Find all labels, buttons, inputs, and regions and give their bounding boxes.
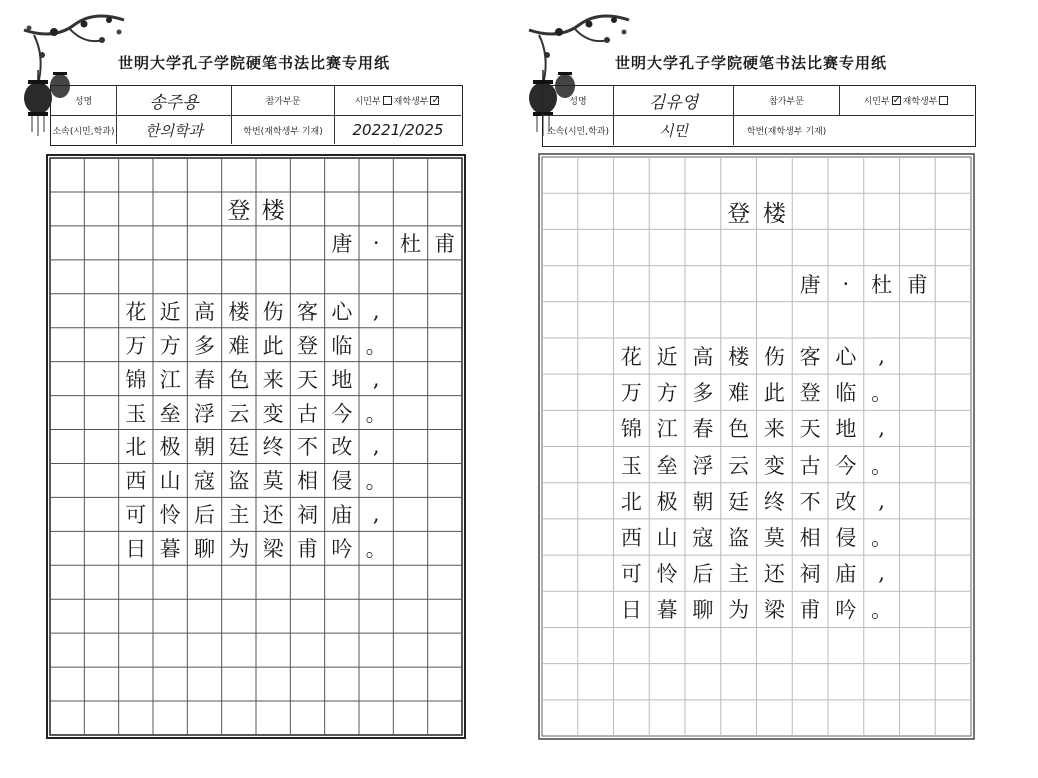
poem-char: 盗 [728,525,750,550]
poem-char: 江 [159,367,181,392]
poem-punctuation: , [878,344,885,369]
poem-punctuation: 。 [365,401,387,426]
poem-char: 怜 [656,562,678,587]
poem-char: 终 [763,489,785,514]
student-option-label: 재학생부 [393,97,429,107]
poem-char: 寇 [193,469,215,494]
poem-char: 今 [331,401,353,426]
poem-char: 为 [728,598,750,623]
department-value: 시민 [659,122,688,140]
name-label: 성명 [569,97,587,107]
poem-char: 庙 [835,562,857,587]
poem-char: 地 [331,367,353,392]
poem-char: 难 [228,333,250,358]
poem-punctuation: 。 [871,525,893,550]
poem-char: 临 [331,333,353,358]
poem-title-char: 登 [727,200,751,227]
poem-char: 暮 [159,537,181,562]
poem-char: 盗 [228,469,250,494]
poem-char: 山 [656,525,678,550]
poem-char: 万 [125,333,147,358]
poem-char: 不 [799,489,821,514]
poem-char: 变 [763,453,785,478]
poem-punctuation: , [878,561,885,586]
poem-char: 近 [656,345,678,370]
poem-char: 后 [692,562,714,587]
poem-char: 方 [159,333,181,358]
poem-char: 梁 [763,598,785,623]
student-id-label: 학번(재학생부 기재) [243,126,323,137]
poem-char: 聊 [193,537,215,562]
student-option-label: 재학생부 [902,97,938,107]
poem-char: 暮 [656,598,678,623]
poem-char: 可 [620,562,642,587]
poem-char: 楼 [728,345,750,370]
name-value: 김유영 [648,93,699,113]
poem-char: 侵 [835,525,857,550]
poem-char: 此 [262,333,284,358]
poem-char: 客 [296,299,318,324]
poem-punctuation: 。 [871,453,893,478]
poem-punctuation: , [372,366,380,391]
poem-char: 春 [692,417,714,442]
poem-char: 祠 [799,562,821,587]
poem-char: 登 [799,381,821,406]
poem-char: 聊 [692,598,714,623]
poem-char: 北 [125,435,147,460]
poem-char: 浮 [193,401,215,426]
department-label: 소속(시민,학과) [52,126,115,137]
poem-char: 浮 [692,453,714,478]
poem-char: 吟 [835,598,857,623]
poem-char: 甫 [799,598,821,623]
poem-char: 为 [228,537,250,562]
poem-char: 还 [763,562,785,587]
poem-char: 地 [835,417,857,442]
poem-char: 侵 [331,469,353,494]
poem-char: 改 [331,435,353,460]
writing-grid [538,153,975,740]
poem-char: 江 [656,417,678,442]
student-id-label: 학번(재학생부 기재) [746,127,827,137]
poem-char: 垒 [656,453,678,478]
poem-title-char: 楼 [261,198,285,225]
poem-char: 玉 [125,401,147,426]
poem-char: 相 [799,525,821,550]
poem-char: 日 [620,598,642,623]
poem-char: 伤 [262,299,284,324]
grid-characters [46,154,466,739]
poem-author-char: 唐 [799,272,821,297]
poem-char: 古 [799,453,821,478]
category-label: 참가부문 [265,97,301,107]
poem-char: 朝 [193,435,215,460]
poem-char: 此 [763,381,785,406]
writing-grid [46,154,466,739]
poem-punctuation: 。 [871,598,893,623]
poem-char: 可 [125,503,147,528]
poem-char: 还 [262,503,284,528]
poem-author-char: · [372,230,380,255]
department-label: 소속(시민,학과) [546,127,610,137]
sheet-title: 世明大学孔子学院硬笔书法比赛专用纸 [615,54,888,72]
student-checkbox [939,96,948,105]
poem-char: 来 [763,417,785,442]
poem-punctuation: , [372,502,380,527]
poem-char: 高 [193,299,215,324]
category-options [335,86,461,115]
poem-punctuation: 。 [871,381,893,406]
poem-punctuation: , [878,488,885,513]
poem-char: 山 [159,469,181,494]
poem-char: 多 [692,381,714,406]
name-value: 송주용 [149,93,199,113]
sheet-title: 世明大学孔子学院硬笔书法比赛专用纸 [118,54,391,72]
poem-char: 万 [620,381,642,406]
poem-char: 锦 [125,367,147,392]
applicant-info-table [50,85,463,146]
poem-title-char: 楼 [762,200,786,227]
poem-char: 古 [296,401,318,426]
poem-char: 甫 [296,537,318,562]
poem-char: 伤 [763,345,785,370]
poem-char: 怜 [159,503,181,528]
citizen-checkbox: ✓ [892,95,902,106]
poem-char: 朝 [692,489,714,514]
poem-title-char: 登 [227,198,251,225]
poem-char: 西 [620,525,642,550]
poem-char: 方 [656,381,678,406]
citizen-option-label: 시민부 [863,97,890,107]
poem-char: 不 [296,435,318,460]
citizen-checkbox [383,96,392,105]
poem-char: 极 [159,435,181,460]
entry-sheet-right [519,0,1038,778]
poem-char: 云 [228,401,250,426]
poem-char: 莫 [262,469,284,494]
poem-author-char: 杜 [871,272,893,297]
poem-char: 花 [620,345,642,370]
poem-char: 廷 [228,435,250,460]
poem-char: 高 [692,345,714,370]
poem-char: 西 [125,469,147,494]
poem-char: 花 [125,299,147,324]
poem-char: 登 [296,333,318,358]
poem-char: 天 [799,417,821,442]
poem-char: 近 [159,299,181,324]
poem-char: 变 [262,401,284,426]
poem-char: 日 [125,537,147,562]
poem-char: 多 [193,333,215,358]
poem-char: 难 [728,381,750,406]
poem-char: 终 [262,435,284,460]
poem-char: 莫 [763,525,785,550]
poem-char: 北 [620,489,642,514]
poem-char: 吟 [331,537,353,562]
poem-punctuation: 。 [365,469,387,494]
poem-char: 极 [656,489,678,514]
poem-char: 春 [193,367,215,392]
student-checkbox: ✓ [431,95,440,106]
student-id-value [840,116,974,145]
poem-char: 主 [728,562,750,587]
grid-characters [538,153,975,740]
poem-char: 云 [728,453,750,478]
poem-author-char: 杜 [399,231,421,256]
poem-author-char: · [842,271,850,296]
poem-punctuation: , [372,298,380,323]
category-options [840,86,974,115]
citizen-option-label: 시민부 [354,97,381,107]
poem-char: 楼 [228,299,250,324]
department-value: 한의학과 [145,121,203,140]
poem-char: 祠 [296,503,318,528]
poem-char: 改 [835,489,857,514]
poem-char: 后 [193,503,215,528]
poem-char: 相 [296,469,318,494]
poem-char: 来 [262,367,284,392]
poem-char: 临 [835,381,857,406]
poem-punctuation: 。 [365,333,387,358]
poem-char: 色 [228,367,250,392]
poem-author-char: 甫 [906,272,928,297]
poem-punctuation: , [878,416,885,441]
poem-char: 廷 [728,489,750,514]
poem-char: 锦 [620,417,642,442]
poem-author-char: 甫 [434,231,456,256]
poem-char: 客 [799,345,821,370]
poem-char: 梁 [262,537,284,562]
applicant-info-table [542,85,976,147]
poem-char: 垒 [159,401,181,426]
poem-char: 心 [835,345,857,370]
poem-char: 色 [728,417,750,442]
poem-author-char: 唐 [331,231,353,256]
student-id-value: 20221/2025 [352,121,444,139]
poem-char: 寇 [692,525,714,550]
poem-char: 玉 [620,453,642,478]
poem-char: 庙 [331,503,353,528]
poem-char: 今 [835,453,857,478]
name-label: 성명 [74,97,93,107]
poem-punctuation: 。 [365,537,387,562]
poem-char: 心 [331,299,353,324]
poem-char: 天 [296,367,318,392]
category-label: 참가부문 [769,97,804,107]
poem-punctuation: , [372,434,380,459]
poem-char: 主 [228,503,250,528]
